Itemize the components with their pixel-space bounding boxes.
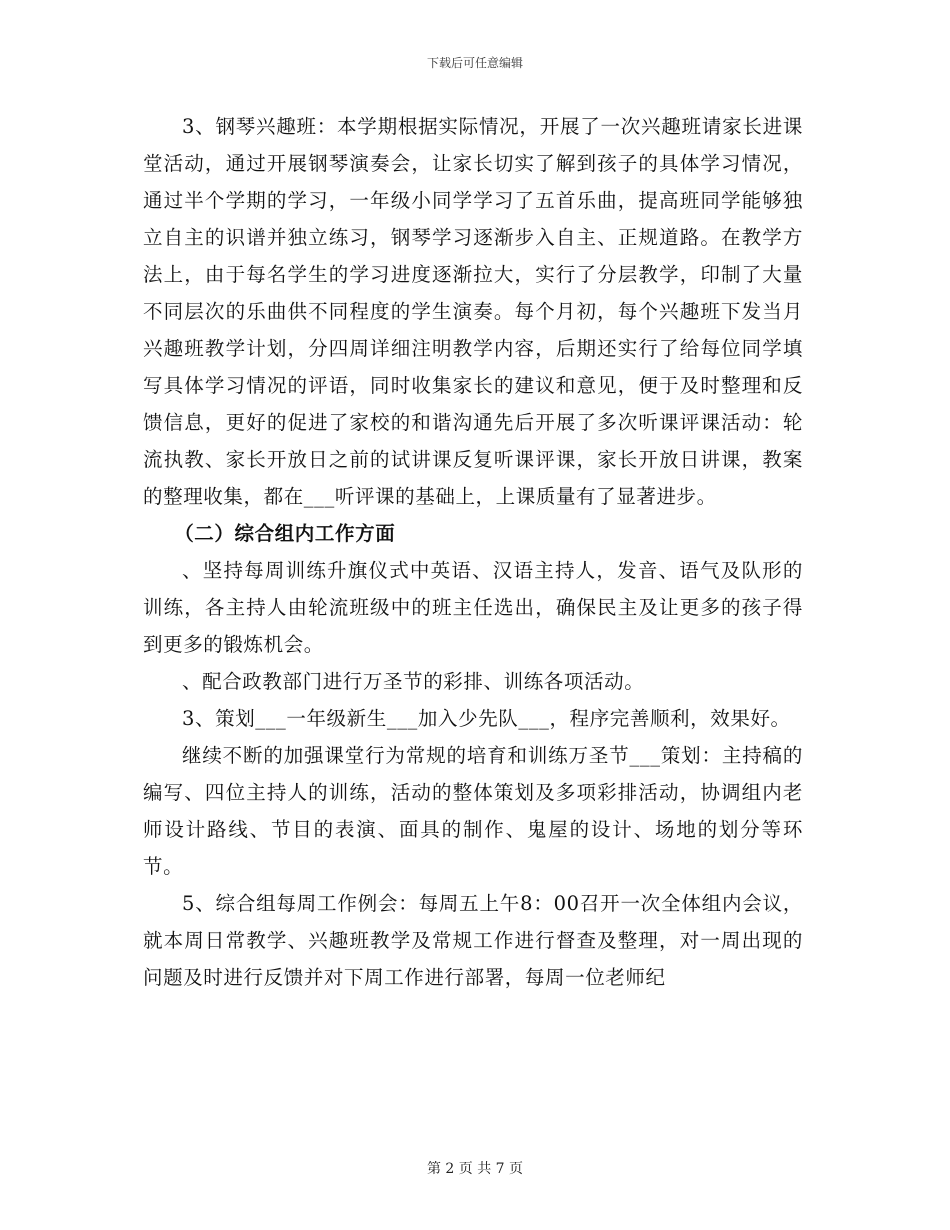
page-number: 第 2 页 共 7 页 — [426, 1161, 524, 1177]
paragraph-piano-class: 3、钢琴兴趣班：本学期根据实际情况，开展了一次兴趣班请家长进课堂活动，通过开展钢琴演奏会，让家长切实了解到孩子的具体学习情况，通过半个学期的学习，一年级小同学学习了五首乐曲，提高班同学能够独立自主的识谱并独立练习，钢琴学习逐渐步入自主、正规道路。在教学方法上，由于每名学生的学习进度逐渐拉大，实行了分层教学，印制了大量不同层次的乐曲供不同程度的学生演奏。每个月初，每个兴趣班下发当月兴趣班教学计划，分四周详细注明教学内容，后期还实行了给每位同学填写具体学习情况的评语，同时收集家长的建议和意见，便于及时整理和反馈信息，更好的促进了家校的和谐沟通先后开展了多次听课评课活动：轮流执教、家长开放日之前的试讲课反复听课评课，家长开放日讲课，教案的整理收集，都在___听评课的基础上，上课质量有了显著进步。 — [143, 115, 803, 508]
section-heading: （二）综合组内工作方面 — [174, 522, 396, 545]
paragraph-young-pioneers: 3、策划___一年级新生___加入少先队___，程序完善顺利，效果好。 — [182, 707, 791, 730]
paragraph-flag-ceremony: 、坚持每周训练升旗仪式中英语、汉语主持人，发音、语气及队形的训练，各主持人由轮流班级中的班主任选出，确保民主及让更多的孩子得到更多的锻炼机会。 — [143, 559, 803, 656]
paragraph-halloween-rehearsal: 、配合政教部门进行万圣节的彩排、训练各项活动。 — [182, 670, 645, 693]
document-body — [143, 108, 803, 996]
paragraph-weekly-meeting: 5、综合组每周工作例会：每周五上午8：00召开一次全体组内会议，就本周日常教学、兴趣班教学及常规工作进行督查及整理，对一周出现的问题及时进行反馈并对下周工作进行部署，每周一位老师纪 — [143, 892, 803, 989]
page-header: 下载后可任意编辑 — [426, 56, 523, 70]
paragraph-halloween-planning: 继续不断的加强课堂行为常规的培育和训练万圣节___策划：主持稿的编写、四位主持人的训练，活动的整体策划及多项彩排活动，协调组内老师设计路线、节目的表演、面具的制作、鬼屋的设计、场地的划分等环节。 — [143, 744, 803, 878]
